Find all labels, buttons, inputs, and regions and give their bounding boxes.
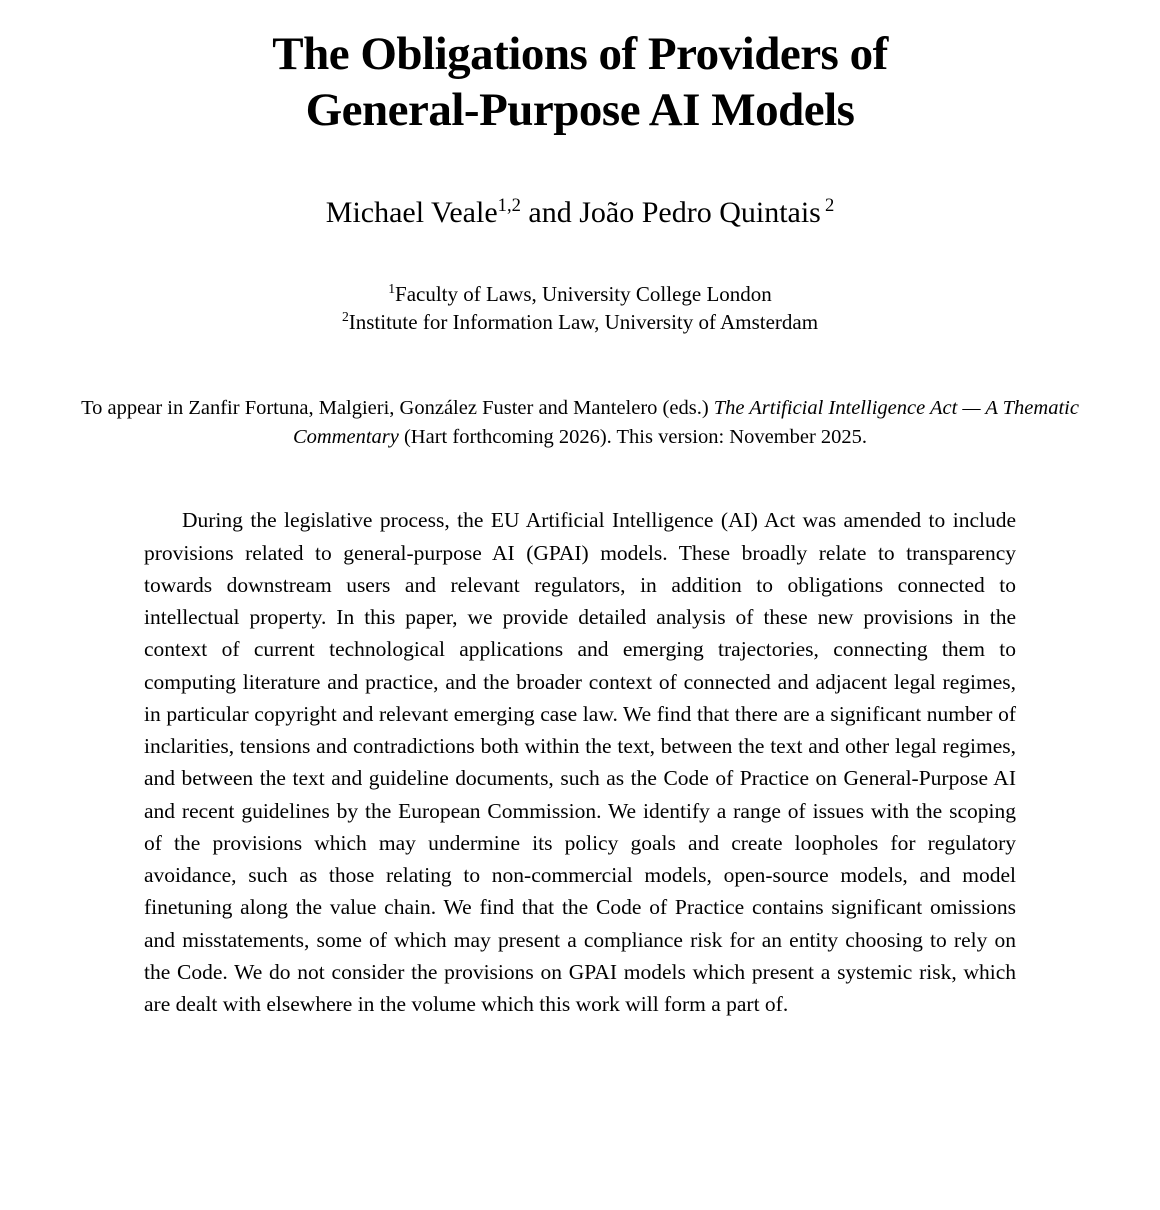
author-2-name: João Pedro Quintais (579, 195, 821, 229)
author-1-affiliation-superscript: 1,2 (497, 194, 521, 216)
author-2-affiliation-superscript: 2 (824, 194, 835, 216)
affiliation-1 (0, 281, 1160, 309)
author-line (0, 195, 1160, 231)
abstract-text: During the legislative process, the EU Artificial Intelligence (AI) Act was amended to include provisions related to general-purpose AI (GPAI) models. These broadly relate to transparency towards downstream users and relevant regulators, in addition to obligations connected to intellectual property. In this paper, we provide detailed analysis of these new provisions in the context of current technological applications and emerging trajectories, connecting them to computing literature and practice, and the broader context of connected and adjacent legal regimes, in particular copyright and relevant emerging case law. We find that there are a significant number of inclarities, tensions and contradictions both within the text, between the text and other legal regimes, and between the text and guideline documents, such as the Code of Practice on General-Purpose AI and recent guidelines by the European Commission. We identify a range of issues with the scoping of the provisions which may undermine its policy goals and create loopholes for regulatory avoidance, such as those relating to non-commercial models, open-source models, and model finetuning along the value chain. We find that the Code of Practice contains significant omissions and misstatements, some of which may present a compliance risk for an entity choosing to rely on the Code. We do not consider the provisions on GPAI models which present a systemic risk, which are dealt with elsewhere in the volume which this work will form a part of. (144, 508, 1016, 1017)
paper-title-line-2: General-Purpose AI Models (305, 84, 855, 137)
affiliation-2-name: Institute for Information Law, University of Amsterdam (348, 309, 819, 334)
affiliation-2-marker: 2 (341, 308, 349, 324)
publication-note-book-title: The Artificial Intelligence Act — A Thematic Commentary (292, 397, 1079, 449)
publication-note-suffix: (Hart forthcoming 2026). This version: November 2025. (398, 426, 868, 449)
affiliation-2 (0, 309, 1160, 337)
publication-note-prefix: To appear in Zanfir Fortuna, Malgieri, González Fuster and Mantelero (eds.) (81, 397, 714, 420)
paper-title-line-1: The Obligations of Providers of (272, 28, 888, 80)
author-conjunction: and (520, 195, 580, 229)
affiliation-1-name: Faculty of Laws, University College London (395, 281, 772, 306)
author-1-name: Michael Veale (325, 195, 498, 229)
publication-note (60, 394, 1100, 452)
paper-title (0, 26, 1160, 139)
affiliations-block (0, 281, 1160, 336)
affiliation-1-marker: 1 (388, 280, 396, 296)
